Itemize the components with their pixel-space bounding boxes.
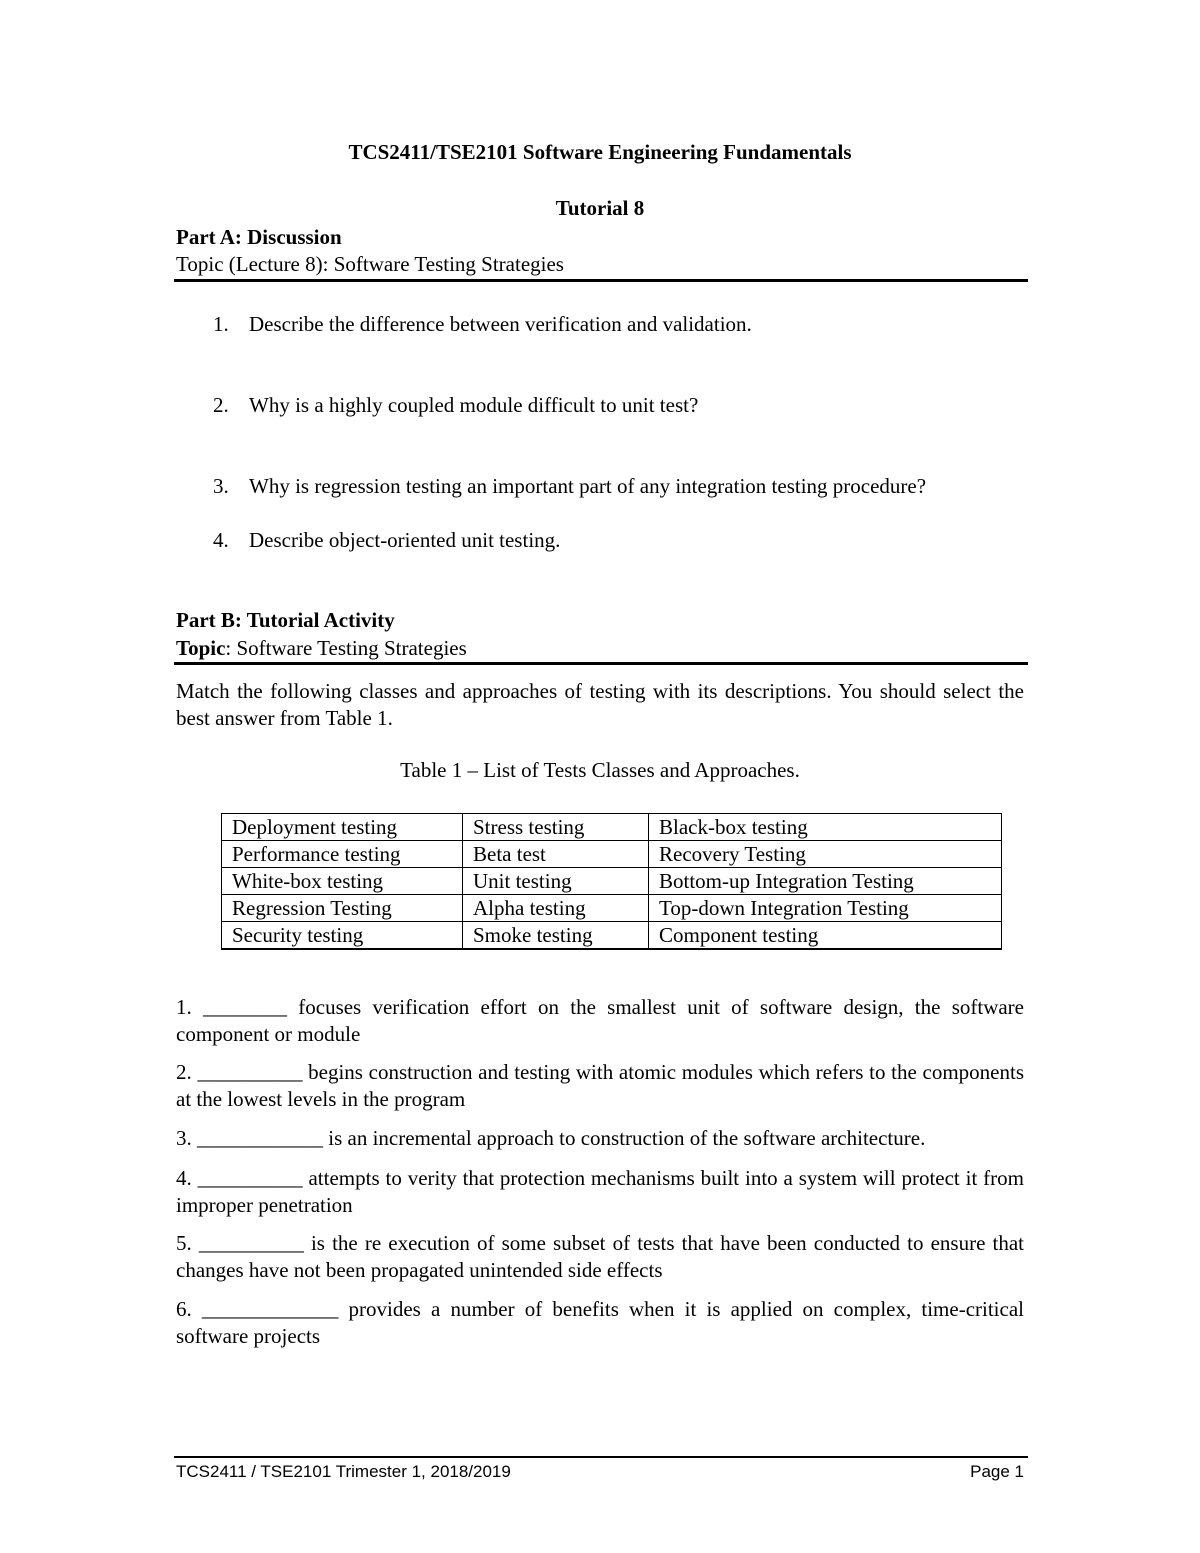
match-item-6: 6. _____________ provides a number of benefits when it is applied on complex, time-critical software projects [176, 1297, 1024, 1348]
match-item-1: 1. ________ focuses verification effort on the smallest unit of software design, the software component or module [176, 995, 1024, 1046]
topic-value: : Software Testing Strategies [225, 636, 467, 660]
table-cell: White-box testing [222, 868, 463, 895]
table-cell: Regression Testing [222, 895, 463, 922]
question-1 [213, 312, 752, 337]
question-number: 1. [213, 312, 229, 336]
part-a-divider [174, 279, 1028, 282]
match-item-2: 2. __________ begins construction and testing with atomic modules which refers to the components at the lowest levels in the program [176, 1060, 1024, 1111]
footer-divider [174, 1456, 1028, 1458]
match-item-5: 5. __________ is the re execution of some subset of tests that have been conducted to ensure that changes have not been propagated unintended side effects [176, 1231, 1024, 1282]
table-cell: Alpha testing [463, 895, 649, 922]
table-cell: Top-down Integration Testing [649, 895, 1002, 922]
part-a-heading: Part A: Discussion [176, 225, 342, 249]
table-caption: Table 1 – List of Tests Classes and Approaches. [400, 758, 800, 782]
question-number: 3. [213, 474, 229, 498]
table-row [222, 841, 1002, 868]
page-number: Page 1 [970, 1462, 1024, 1481]
table-row [222, 922, 1002, 950]
part-a-topic: Topic (Lecture 8): Software Testing Strategies [176, 252, 564, 276]
table-cell: Smoke testing [463, 922, 649, 950]
match-item-3: 3. ____________ is an incremental approach to construction of the software architecture. [176, 1126, 926, 1150]
table-row [222, 868, 1002, 895]
question-3 [213, 474, 926, 499]
table-cell: Deployment testing [222, 814, 463, 841]
table-cell: Component testing [649, 922, 1002, 950]
tests-table [221, 813, 1002, 950]
part-b-topic [176, 636, 467, 661]
part-b-heading: Part B: Tutorial Activity [176, 608, 395, 632]
question-text: Describe object-oriented unit testing. [249, 528, 561, 552]
question-2 [213, 393, 698, 418]
topic-label: Topic [176, 636, 226, 660]
table-cell: Unit testing [463, 868, 649, 895]
table-row [222, 814, 1002, 841]
table-cell: Beta test [463, 841, 649, 868]
course-title: TCS2411/TSE2101 Software Engineering Fundamentals [348, 140, 852, 164]
table-cell: Black-box testing [649, 814, 1002, 841]
question-text: Describe the difference between verification and validation. [249, 312, 752, 336]
tutorial-title: Tutorial 8 [555, 196, 645, 220]
question-text: Why is regression testing an important part of any integration testing procedure? [249, 474, 927, 498]
part-b-divider [174, 662, 1028, 665]
table-cell: Stress testing [463, 814, 649, 841]
match-item-4: 4. __________ attempts to verity that protection mechanisms built into a system will protect it from improper penetration [176, 1166, 1024, 1217]
question-text: Why is a highly coupled module difficult to unit test? [249, 393, 699, 417]
instructions: Match the following classes and approaches of testing with its descriptions. You should select the best answer from Table 1. [176, 679, 1024, 730]
question-4 [213, 528, 560, 553]
table-cell: Security testing [222, 922, 463, 950]
table-cell: Recovery Testing [649, 841, 1002, 868]
table-row [222, 895, 1002, 922]
question-number: 2. [213, 393, 229, 417]
table-cell: Bottom-up Integration Testing [649, 868, 1002, 895]
footer-course-term: TCS2411 / TSE2101 Trimester 1, 2018/2019 [176, 1462, 511, 1481]
question-number: 4. [213, 528, 229, 552]
table-cell: Performance testing [222, 841, 463, 868]
